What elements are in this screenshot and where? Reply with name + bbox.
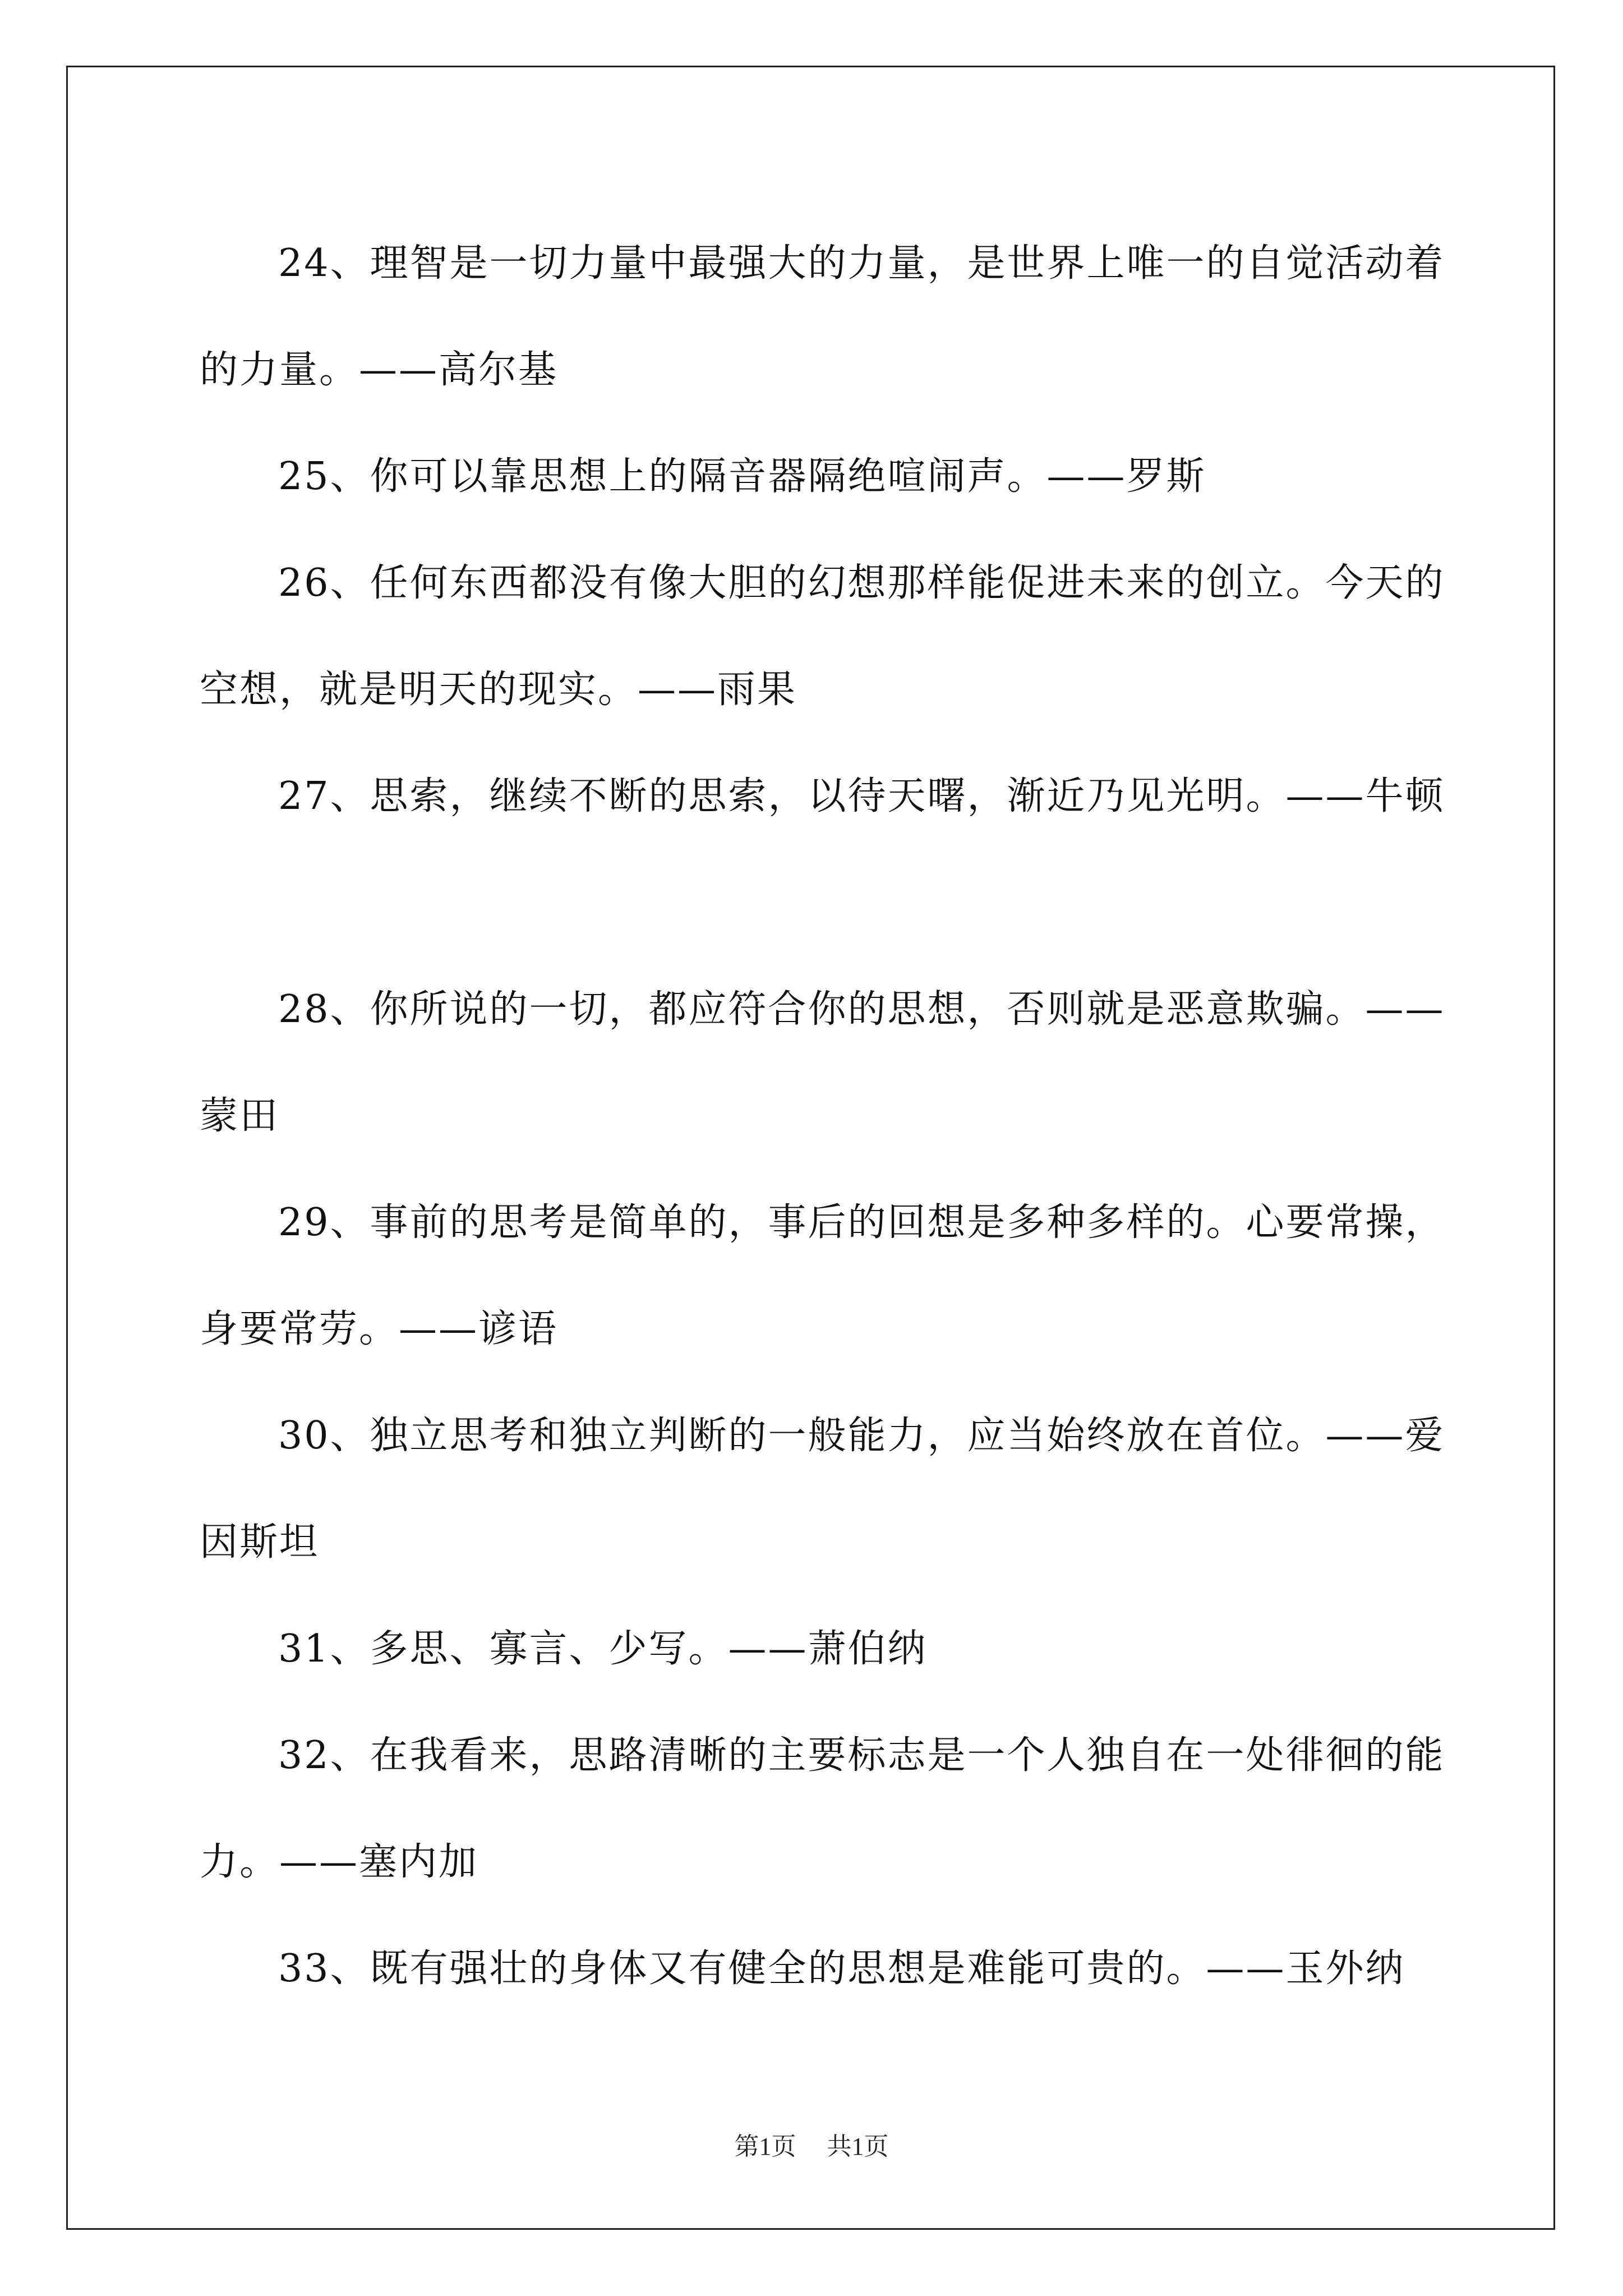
quote-30: 30、独立思考和独立判断的一般能力，应当始终放在首位。——爱因斯坦: [200, 1414, 1445, 1565]
quote-26: 26、任何东西都没有像大胆的幻想那样能促进未来的创立。今天的空想，就是明天的现实。——雨果: [200, 561, 1445, 712]
quote-24: 24、理智是一切力量中最强大的力量，是世界上唯一的自觉活动着的力量。——高尔基: [200, 241, 1445, 392]
page-footer: [0, 2126, 1623, 2162]
quote-25: 25、你可以靠思想上的隔音器隔绝喧闹声。——罗斯: [278, 454, 1206, 499]
quote-32: 32、在我看来，思路清晰的主要标志是一个人独自在一处徘徊的能力。——塞内加: [200, 1733, 1445, 1884]
quote-29: 29、事前的思考是简单的，事后的回想是多种多样的。心要常操，身要常劳。——谚语: [200, 1200, 1445, 1351]
quote-33: 33、既有强壮的身体又有健全的思想是难能可贵的。——玉外纳: [278, 1947, 1405, 1991]
page-number: 第1页: [734, 2133, 796, 2160]
quote-27: 27、思索，继续不断的思索，以待天曙，渐近乃见光明。——牛顿: [278, 774, 1445, 818]
quote-28: 28、你所说的一切，都应符合你的思想，否则就是恶意欺骗。——蒙田: [200, 987, 1445, 1138]
quote-31: 31、多思、寡言、少写。——萧伯纳: [278, 1627, 928, 1671]
page-total: 共1页: [827, 2133, 889, 2160]
